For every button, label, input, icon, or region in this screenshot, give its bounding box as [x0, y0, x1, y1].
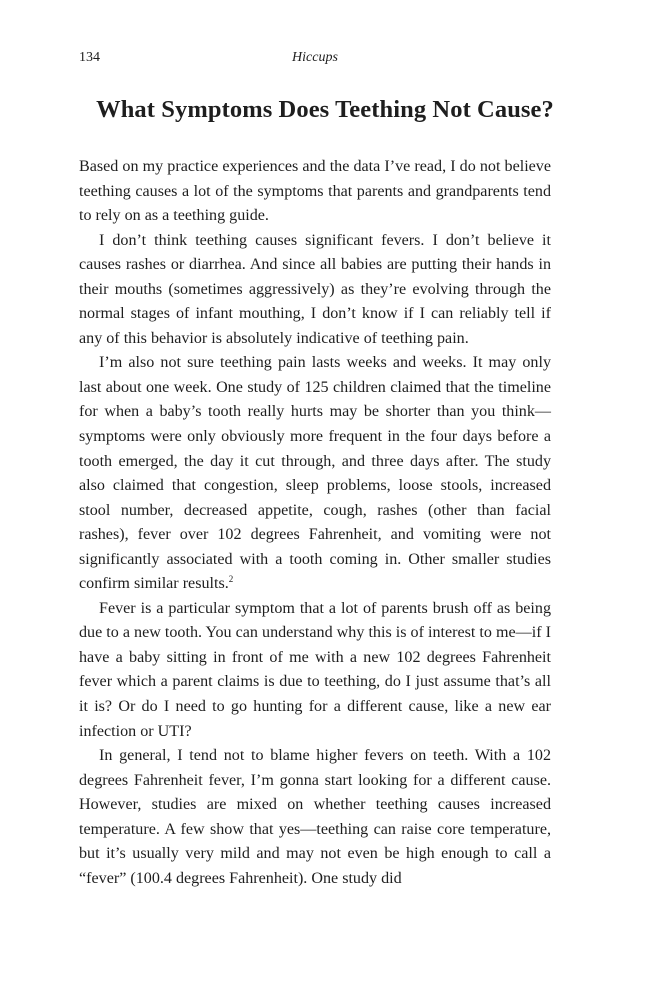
- section-heading: What Symptoms Does Teething Not Cause?: [96, 96, 554, 123]
- paragraph-3: I’m also not sure teething pain lasts weeks and weeks. It may only last about one week. One study of 125 children claimed that the timeline for when a baby’s tooth really hurts may be shorter than you think—symptoms were only obviously more frequent in the four days before a tooth emerged, the day it cut through, and three days after. The study also claimed that congestion, sleep problems, loose stools, increased stool number, decreased appetite, cough, rashes (other than facial rashes), fever over 102 degrees Fahrenheit, and vomiting were not significantly associated with a tooth coming in. Other smaller studies confirm similar results.$^2$: [79, 354, 551, 593]
- body-text: [79, 155, 551, 891]
- page-number: 134: [79, 50, 100, 65]
- running-title: Hiccups: [292, 50, 338, 65]
- paragraph-5: In general, I tend not to blame higher fevers on teeth. With a 102 degrees Fahrenheit fever, I’m gonna start looking for a different cause. However, studies are mixed on whether teething causes increased temperature. A few show that yes—teething can raise core temperature, but it’s usually very mild and may not even be high enough to call a “fever” (100.4 degrees Fahrenheit). One study did: [79, 747, 551, 887]
- running-head: [79, 50, 551, 70]
- footnote-marker: 2: [228, 574, 234, 585]
- paragraph-1: Based on my practice experiences and the data I’ve read, I do not believe teething causes a lot of the symptoms that parents and grandparents tend to rely on as a teething guide.: [79, 158, 551, 225]
- paragraph-4: Fever is a particular symptom that a lot of parents brush off as being due to a new tooth. You can understand why this is of interest to me—if I have a baby sitting in front of me with a new 102 degrees Fahrenheit fever which a parent claims is due to teething, do I just assume that’s all it is? Or do I need to go hunting for a different cause, like a new ear infection or UTI?: [79, 599, 551, 740]
- paragraph-2: I don’t think teething causes significant fevers. I don’t believe it causes rashes or diarrhea. And since all babies are putting their hands in their mouths (sometimes aggressively) as they’re evolving through the normal stages of infant mouthing, I don’t know if I can reliably tell if any of this behavior is absolutely indicative of teething pain.: [79, 231, 551, 347]
